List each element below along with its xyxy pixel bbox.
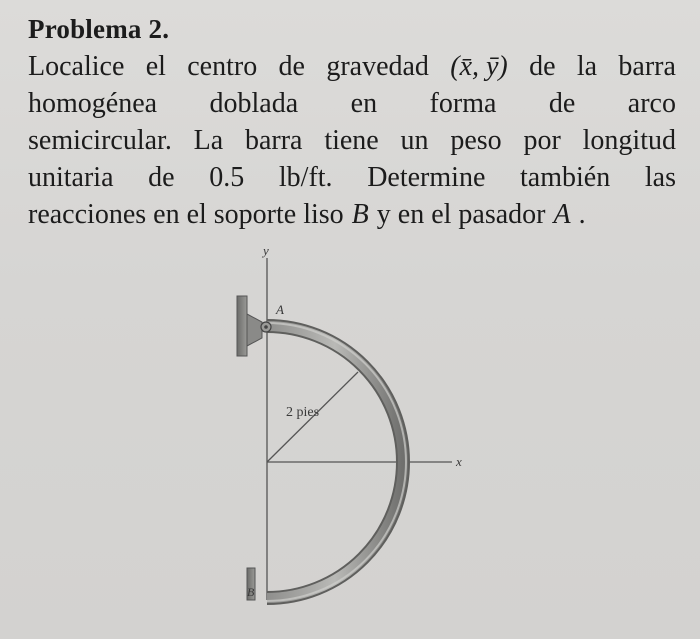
word: tiene <box>324 125 379 156</box>
point-b-label: B <box>247 585 255 599</box>
wall-a <box>237 296 247 356</box>
word: 0.5 <box>209 162 245 193</box>
statement-text: y en el pasador <box>376 199 546 230</box>
word: un <box>400 125 429 156</box>
word: forma <box>429 88 497 119</box>
word: peso <box>450 125 502 156</box>
pin-a-center <box>264 325 268 329</box>
word: longitud <box>582 125 676 156</box>
word: Localice <box>28 51 125 82</box>
word: homogénea <box>28 88 158 119</box>
word: las <box>644 162 676 193</box>
x-axis-label: x <box>456 454 462 469</box>
word: unitaria <box>28 162 114 193</box>
word: el <box>145 51 166 82</box>
sentence-period: . <box>578 199 586 230</box>
word: de <box>548 88 576 119</box>
word: La <box>193 125 224 156</box>
word: de <box>278 51 305 82</box>
pin-bracket-a <box>247 314 262 346</box>
word: centro <box>187 51 258 82</box>
word: semicircular. <box>28 125 172 156</box>
word: arco <box>627 88 676 119</box>
word: gravedad <box>326 51 429 82</box>
word: de <box>529 51 556 82</box>
y-axis-label: y <box>263 243 269 258</box>
radius-label: 2 pies <box>286 405 320 420</box>
word: doblada <box>209 88 299 119</box>
word: de <box>148 162 175 193</box>
problem-title: Problema 2. <box>28 14 170 44</box>
word: la <box>576 51 598 82</box>
point-a-label: A <box>276 302 284 317</box>
pin-a-letter: A <box>553 199 571 230</box>
support-b-symbol: B <box>351 199 369 230</box>
word: barra <box>618 51 676 82</box>
word: también <box>520 162 611 193</box>
statement-text: reacciones en el soporte liso <box>28 199 344 230</box>
word: en <box>350 88 378 119</box>
word: lb/ft. <box>278 162 333 193</box>
word: barra <box>244 125 303 156</box>
centroid-coordinates: (x̄, ȳ) <box>450 51 508 82</box>
word: por <box>523 125 561 156</box>
word: Determine <box>367 162 486 193</box>
